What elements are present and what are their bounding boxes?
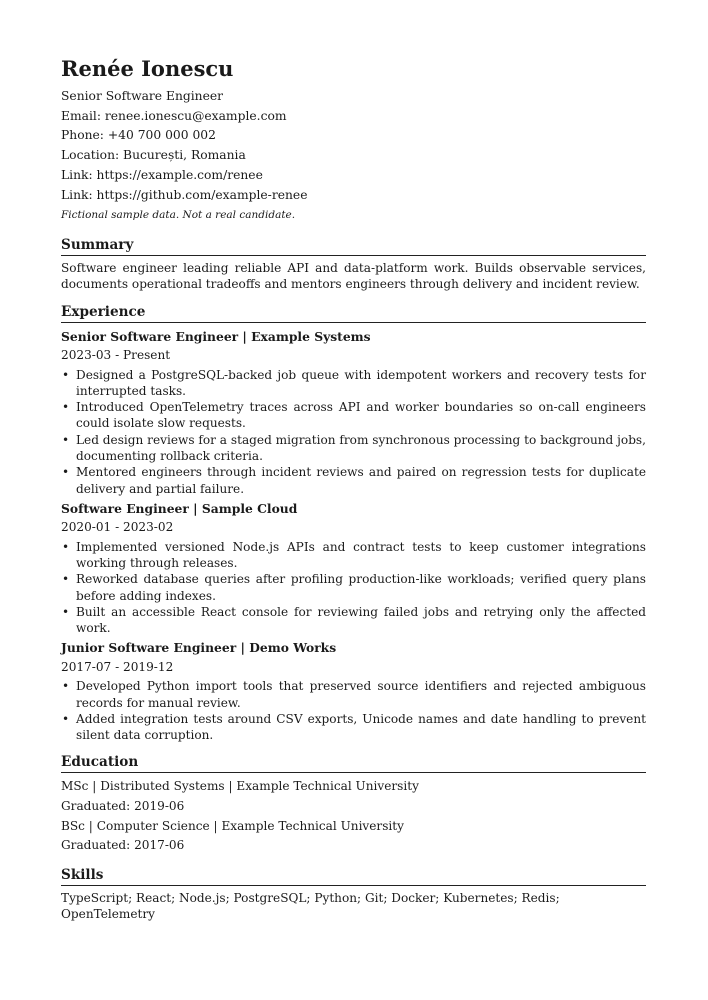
resume-header xyxy=(61,56,646,224)
job-dates: 2020-01 - 2023-02 xyxy=(61,520,174,535)
bullet-text: Reworked database queries after profiling production-like workloads; verified query plans before adding indexes. xyxy=(76,572,646,603)
job-dates: 2023-03 - Present xyxy=(61,348,171,363)
fictional-data-note: Fictional sample data. Not a real candidate. xyxy=(61,209,296,222)
list-item xyxy=(61,539,646,571)
experience-section xyxy=(61,304,646,744)
bullet-text: Mentored engineers through incident reviews and paired on regression tests for duplicate delivery and partial failure. xyxy=(76,465,646,496)
list-item xyxy=(61,711,646,743)
job-entry xyxy=(61,499,646,637)
list-item xyxy=(61,604,646,636)
job-title: Junior Software Engineer | Demo Works xyxy=(61,640,337,656)
bullet-text: Built an accessible React console for reviewing failed jobs and retrying only the affected work. xyxy=(76,605,646,636)
section-heading-skills: Skills xyxy=(61,867,646,886)
education-degree: MSc | Distributed Systems | Example Technical University xyxy=(61,779,419,794)
education-graduated: Graduated: 2017-06 xyxy=(61,838,185,853)
bullet-icon: • xyxy=(62,712,70,726)
bullet-icon: • xyxy=(62,432,70,447)
contact-link-github: Link: https://github.com/example-renee xyxy=(61,187,308,202)
job-entry xyxy=(61,638,646,743)
summary-text: Software engineer leading reliable API and data-platform work. Builds observable services, documents operational tradeoffs and mentors engineers through delivery and incident review. xyxy=(61,261,646,292)
bullet-icon: • xyxy=(62,572,70,587)
section-heading-education: Education xyxy=(61,754,646,773)
list-item xyxy=(61,399,646,431)
bullet-text: Led design reviews for a staged migration from synchronous processing to background jobs, documenting rollback criteria. xyxy=(76,432,646,464)
skills-section xyxy=(61,867,646,922)
list-item xyxy=(61,464,646,496)
list-item xyxy=(61,678,646,710)
section-heading-experience: Experience xyxy=(61,304,646,323)
list-item xyxy=(61,571,646,603)
bullet-icon: • xyxy=(62,400,70,415)
list-item xyxy=(61,367,646,399)
summary-section xyxy=(61,237,646,292)
bullet-text: Introduced OpenTelemetry traces across API and worker boundaries so on-call engineers could isolate slow requests. xyxy=(76,400,646,431)
contact-link-website: Link: https://example.com/renee xyxy=(61,167,263,182)
candidate-name: Renée Ionescu xyxy=(61,56,234,81)
education-graduated: Graduated: 2019-06 xyxy=(61,799,185,813)
bullet-text: Added integration tests around CSV exports, Unicode names and date handling to prevent silent data corruption. xyxy=(76,712,646,743)
job-entry xyxy=(61,327,646,497)
job-bullets xyxy=(61,539,646,637)
bullet-icon: • xyxy=(62,539,70,554)
job-bullets xyxy=(61,678,646,743)
education-section xyxy=(61,754,646,855)
candidate-title: Senior Software Engineer xyxy=(61,89,224,103)
job-title: Senior Software Engineer | Example Systems xyxy=(61,328,371,344)
job-bullets xyxy=(61,367,646,497)
bullet-text: Designed a PostgreSQL-backed job queue with idempotent workers and recovery tests for interrupted tasks. xyxy=(76,367,646,398)
bullet-icon: • xyxy=(62,679,70,694)
section-heading-summary: Summary xyxy=(61,237,646,256)
contact-phone: Phone: +40 700 000 002 xyxy=(61,128,216,143)
job-dates: 2017-07 - 2019-12 xyxy=(61,659,174,674)
bullet-icon: • xyxy=(62,605,70,619)
skills-list: TypeScript; React; Node.js; PostgreSQL; Python; Git; Docker; Kubernetes; Redis; OpenTelemetry xyxy=(61,890,560,921)
bullet-text: Implemented versioned Node.js APIs and contract tests to keep customer integrations working through releases. xyxy=(76,539,646,571)
contact-location: Location: București, Romania xyxy=(61,148,246,163)
contact-email: Email: renee.ionescu@example.com xyxy=(61,108,287,123)
bullet-icon: • xyxy=(62,367,70,382)
list-item xyxy=(61,432,646,464)
bullet-text: Developed Python import tools that preserved source identifiers and rejected ambiguous records for manual review. xyxy=(76,679,646,710)
bullet-icon: • xyxy=(62,465,70,480)
education-degree: BSc | Computer Science | Example Technical University xyxy=(61,818,404,833)
job-title: Software Engineer | Sample Cloud xyxy=(61,500,298,516)
